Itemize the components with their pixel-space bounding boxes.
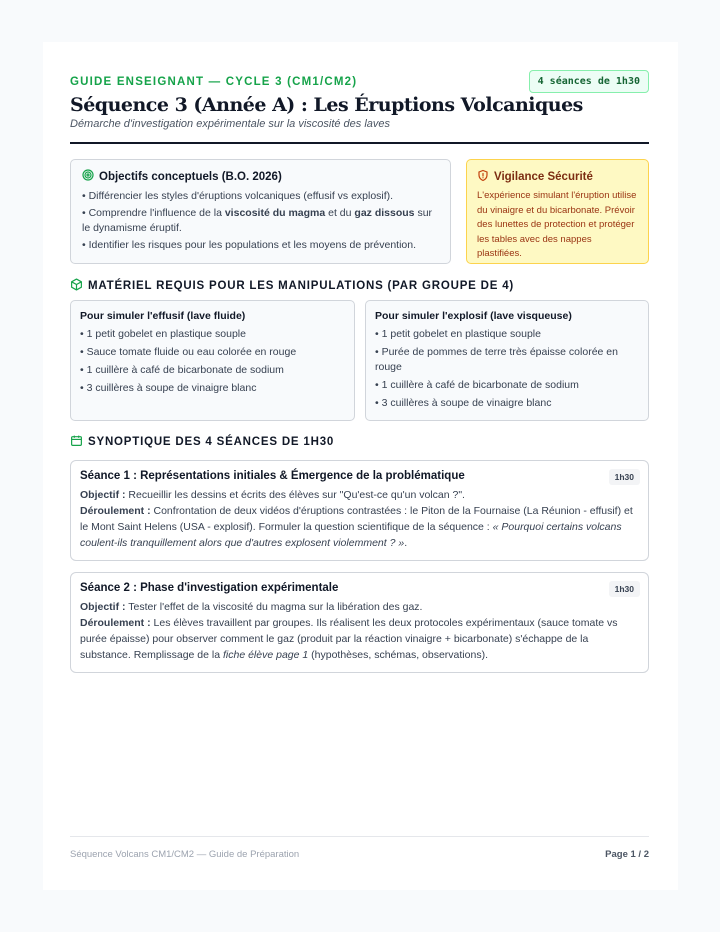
page-subtitle: Démarche d'investigation expérimentale sur la viscosité des laves — [70, 118, 391, 130]
material-item: • Sauce tomate fluide ou eau colorée en rouge — [80, 346, 297, 358]
safety-title: Vigilance Sécurité — [494, 171, 593, 183]
material-item: • 1 petit gobelet en plastique souple — [375, 328, 541, 340]
package-icon — [70, 278, 83, 294]
materials-effusif-box — [70, 300, 355, 421]
objective-item: • Identifier les risques pour les populations et les moyens de prévention. — [82, 239, 417, 251]
sessions-badge: 4 séances de 1h30 — [529, 70, 649, 93]
session-body: Objectif : Recueillir les dessins et écrits des élèves sur "Qu'est-ce qu'un volcan ?". Déroulement : Confrontation de deux vidéos d'éruptions contrastées : le Piton de la Fournaise (La Réunion - effusif) et le Mont Saint Helens (USA - explosif). Formuler la question scientifique de la séquence : « Pourquoi certains volcans coulent-ils tranquillement alors que d'autres explosent violemment ? ». — [80, 489, 633, 549]
footer-document-title: Séquence Volcans CM1/CM2 — Guide de Préparation — [70, 849, 300, 860]
material-item: • Purée de pommes de terre très épaisse colorée en rouge — [375, 346, 618, 373]
session-body: Objectif : Tester l'effet de la viscosité du magma sur la libération des gaz. Déroulement : Les élèves travaillent par groupes. Ils réalisent les deux protocoles expérimentaux (sauce tomate vs purée épaisse) pour observer comment le gaz (produit par la réaction vinaigre + bicarbonate) s'échappe de la substance. Remplissage de la fiche élève page 1 (hypothèses, schémas, observations). — [80, 601, 618, 661]
safety-text: L'expérience simulant l'éruption utilise du vinaigre et du bicarbonate. Prévoir des lunettes de protection et protéger les tables avec des nappes plastifiées. — [477, 190, 637, 259]
guide-kicker: GUIDE ENSEIGNANT — CYCLE 3 (CM1/CM2) — [70, 76, 358, 88]
target-icon — [82, 169, 94, 184]
material-item: • 1 cuillère à café de bicarbonate de sodium — [80, 364, 284, 376]
footer-divider — [70, 836, 649, 837]
materials-explosif-box — [365, 300, 649, 421]
material-item: • 1 cuillère à café de bicarbonate de sodium — [375, 379, 579, 391]
material-item: • 3 cuillères à soupe de vinaigre blanc — [375, 397, 552, 409]
synopsis-heading: SYNOPTIQUE DES 4 SÉANCES DE 1H30 — [70, 434, 334, 450]
safety-box — [466, 159, 649, 264]
calendar-icon — [70, 434, 83, 450]
session-duration-badge: 1h30 — [609, 581, 640, 597]
objectives-box — [70, 159, 451, 264]
objective-item: • Comprendre l'influence de la viscosité du magma et du gaz dissous sur le dynamisme éruptif. — [82, 207, 433, 234]
objectives-header — [82, 169, 440, 184]
materials-explosif-title: Pour simuler l'explosif (lave visqueuse) — [375, 310, 572, 322]
session-title: Séance 1 : Représentations initiales & Émergence de la problématique — [80, 470, 465, 482]
page-number: Page 1 / 2 — [605, 849, 649, 860]
guide-page — [43, 42, 678, 890]
material-item: • 1 petit gobelet en plastique souple — [80, 328, 246, 340]
session-card — [70, 572, 649, 673]
session-title: Séance 2 : Phase d'investigation expérimentale — [80, 582, 339, 594]
header-divider — [70, 142, 649, 144]
session-card — [70, 460, 649, 561]
session-duration-badge: 1h30 — [609, 469, 640, 485]
shield-alert-icon — [477, 169, 489, 185]
material-item: • 3 cuillères à soupe de vinaigre blanc — [80, 382, 257, 394]
materials-heading: MATÉRIEL REQUIS POUR LES MANIPULATIONS (PAR GROUPE DE 4) — [70, 278, 514, 294]
objective-item: • Différencier les styles d'éruptions volcaniques (effusif vs explosif). — [82, 190, 394, 202]
objectives-title: Objectifs conceptuels (B.O. 2026) — [99, 170, 282, 183]
page-title: Séquence 3 (Année A) : Les Éruptions Volcaniques — [70, 94, 583, 116]
safety-header — [477, 169, 638, 185]
materials-effusif-title: Pour simuler l'effusif (lave fluide) — [80, 310, 246, 322]
